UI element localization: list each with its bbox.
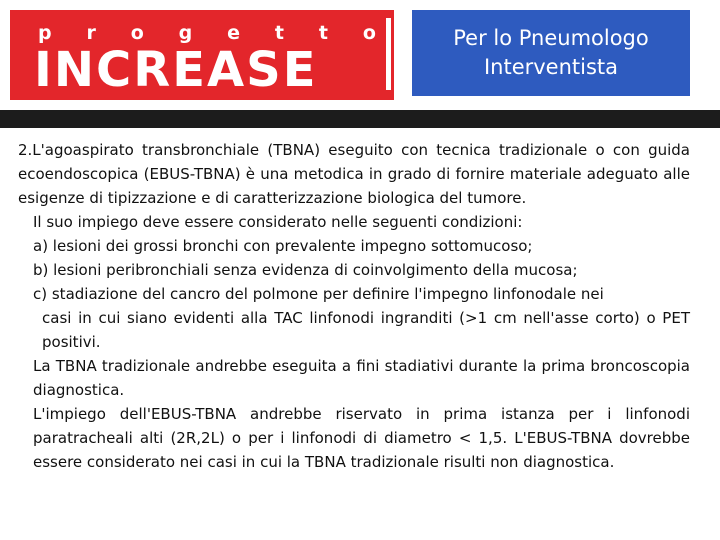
logo-letter: o (130, 22, 144, 44)
paragraph-conditions: Il suo impiego deve essere considerato nelle seguenti condizioni: (33, 213, 523, 231)
header-title-box (412, 10, 690, 96)
paragraph-ebus: L'impiego dell'EBUS-TBNA andrebbe riservato in prima istanza per i linfonodi paratracheali alti (2R,2L) o per i linfonodi di diametro < 1,5. L'EBUS-TBNA dovrebbe essere considerato nei casi in cui la TBNA tradizionale risulti non diagnostica. (33, 405, 690, 471)
header-divider-band (0, 110, 720, 128)
logo-letter: e (227, 22, 241, 44)
condition-c-continued: casi in cui siano evidenti alla TAC linfonodi ingranditi (>1 cm nell'asse corto) o PET positivi. (42, 309, 690, 351)
logo-letter: r (86, 22, 96, 44)
body-text (18, 138, 690, 474)
logo-progetto-text (38, 22, 376, 44)
logo-letter: o (362, 22, 376, 44)
header-title-line2: Interventista (483, 55, 619, 79)
logo-letter: t (274, 22, 285, 44)
condition-a: a) lesioni dei grossi bronchi con prevalente impegno sottomucoso; (33, 237, 533, 255)
logo-letter: t (318, 22, 328, 44)
paragraph-intro: 2.L'agoaspirato transbronchiale (TBNA) eseguito con tecnica tradizionale o con guida ecoendoscopica (EBUS-TBNA) è una metodica in grado di fornire materiale adeguato alle esigenze di tipizzazione e di caratterizzazione biologica del tumore. (18, 141, 690, 207)
logo-divider-bar (386, 18, 391, 90)
progetto-increase-logo (10, 10, 394, 100)
paragraph-tbna: La TBNA tradizionale andrebbe eseguita a fini stadiativi durante la prima broncoscopia diagnostica. (33, 357, 690, 399)
condition-c: c) stadiazione del cancro del polmone per definire l'impegno linfonodale nei (33, 285, 604, 303)
condition-b: b) lesioni peribronchiali senza evidenza di coinvolgimento della mucosa; (33, 261, 578, 279)
logo-letter: p (38, 22, 52, 44)
logo-increase-text: INCREASE (34, 42, 318, 98)
logo-letter: g (178, 22, 193, 44)
header-title-line1: Per lo Pneumologo (453, 26, 649, 50)
